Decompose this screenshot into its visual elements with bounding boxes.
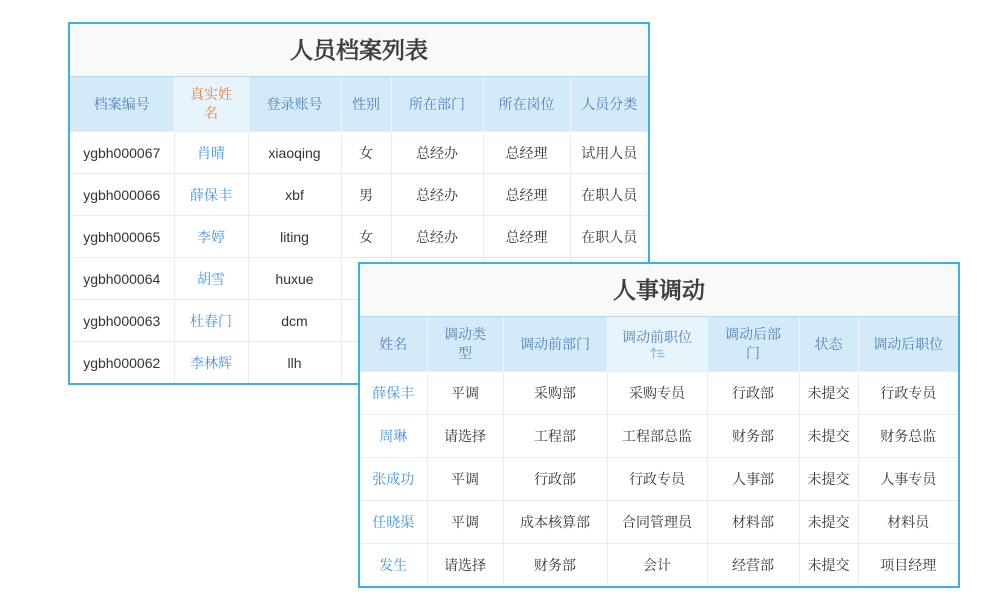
- cell-transfer-type: 平调: [427, 458, 503, 501]
- table-row: [360, 501, 958, 544]
- cell-real-name[interactable]: 胡雪: [174, 258, 248, 300]
- cell-login-account: llh: [248, 342, 341, 384]
- column-header-label: 姓名: [379, 335, 408, 352]
- column-header-label: 档案编号: [93, 95, 150, 112]
- cell-status: 未提交: [799, 372, 858, 415]
- cell-name[interactable]: 薛保丰: [360, 372, 427, 415]
- cell-archive-no: ygbh000064: [70, 258, 174, 300]
- column-header-dept-before[interactable]: [503, 317, 607, 372]
- cell-dept-after: 经营部: [707, 544, 799, 587]
- cell-transfer-type: 请选择: [427, 415, 503, 458]
- column-header-label: 所在部门: [409, 95, 465, 112]
- cell-position-after: 行政专员: [858, 372, 958, 415]
- table-row: [360, 372, 958, 415]
- column-header-label: 调动前部门: [520, 335, 590, 352]
- cell-transfer-type: 平调: [427, 372, 503, 415]
- cell-dept-before: 成本核算部: [503, 501, 607, 544]
- cell-name[interactable]: 任晓渠: [360, 501, 427, 544]
- cell-dept-before: 财务部: [503, 544, 607, 587]
- cell-dept-after: 行政部: [707, 372, 799, 415]
- cell-position-before: 会计: [607, 544, 707, 587]
- table-row: [70, 132, 648, 174]
- cell-login-account: xiaoqing: [248, 132, 341, 174]
- cell-login-account: dcm: [248, 300, 341, 342]
- column-header-position-before[interactable]: [607, 317, 707, 372]
- cell-department: 总经办: [391, 174, 483, 216]
- cell-name[interactable]: 发生: [360, 544, 427, 587]
- cell-login-account: huxue: [248, 258, 341, 300]
- cell-category: 在职人员: [570, 174, 648, 216]
- cell-name[interactable]: 周琳: [360, 415, 427, 458]
- table-row: [70, 216, 648, 258]
- cell-position-after: 人事专员: [858, 458, 958, 501]
- column-header-label: 真实姓名: [190, 86, 232, 121]
- column-header-label: 人员分类: [581, 95, 638, 112]
- cell-real-name[interactable]: 杜春门: [174, 300, 248, 342]
- table-row: [360, 415, 958, 458]
- cell-archive-no: ygbh000065: [70, 216, 174, 258]
- cell-real-name[interactable]: 薛保丰: [174, 174, 248, 216]
- cell-transfer-type: 平调: [427, 501, 503, 544]
- cell-position-after: 财务总监: [858, 415, 958, 458]
- cell-gender: 女: [341, 132, 391, 174]
- transfer-table-title: 人事调动: [360, 264, 958, 316]
- column-header-login-account[interactable]: [248, 77, 341, 132]
- cell-dept-before: 采购部: [503, 372, 607, 415]
- cell-position: 总经理: [483, 174, 570, 216]
- cell-gender: 女: [341, 216, 391, 258]
- cell-gender: 男: [341, 174, 391, 216]
- table-row: [70, 174, 648, 216]
- cell-dept-after: 财务部: [707, 415, 799, 458]
- sort-ascending-icon[interactable]: [620, 347, 695, 360]
- column-header-label: 登录账号: [266, 95, 323, 112]
- personnel-transfer-panel: [358, 262, 960, 588]
- cell-dept-before: 工程部: [503, 415, 607, 458]
- header-row: [70, 77, 648, 132]
- cell-name[interactable]: 张成功: [360, 458, 427, 501]
- column-header-label: 调动后部门: [725, 326, 781, 361]
- table-row: [360, 458, 958, 501]
- column-header-position[interactable]: [483, 77, 570, 132]
- header-row: [360, 317, 958, 372]
- cell-dept-before: 行政部: [503, 458, 607, 501]
- cell-position-before: 采购专员: [607, 372, 707, 415]
- cell-department: 总经办: [391, 216, 483, 258]
- archive-table-title: 人员档案列表: [70, 24, 648, 76]
- column-header-label: 状态: [814, 335, 843, 352]
- column-header-status[interactable]: [799, 317, 858, 372]
- cell-real-name[interactable]: 李林辉: [174, 342, 248, 384]
- cell-real-name[interactable]: 李婷: [174, 216, 248, 258]
- column-header-label: 调动类型: [444, 326, 486, 361]
- cell-status: 未提交: [799, 501, 858, 544]
- column-header-position-after[interactable]: [858, 317, 958, 372]
- column-header-label: 性别: [352, 95, 380, 112]
- personnel-transfer-table: [360, 316, 958, 586]
- column-header-label: 所在岗位: [498, 95, 555, 112]
- cell-position-before: 行政专员: [607, 458, 707, 501]
- cell-department: 总经办: [391, 132, 483, 174]
- column-header-archive-no[interactable]: [70, 77, 174, 132]
- cell-position-before: 工程部总监: [607, 415, 707, 458]
- column-header-department[interactable]: [391, 77, 483, 132]
- cell-category: 试用人员: [570, 132, 648, 174]
- column-header-transfer-type[interactable]: [427, 317, 503, 372]
- cell-status: 未提交: [799, 415, 858, 458]
- cell-position-before: 合同管理员: [607, 501, 707, 544]
- column-header-label: 调动后职位: [873, 335, 944, 352]
- cell-dept-after: 人事部: [707, 458, 799, 501]
- cell-archive-no: ygbh000062: [70, 342, 174, 384]
- cell-archive-no: ygbh000063: [70, 300, 174, 342]
- cell-category: 在职人员: [570, 216, 648, 258]
- cell-transfer-type: 请选择: [427, 544, 503, 587]
- column-header-label: 调动前职位: [622, 328, 692, 345]
- cell-dept-after: 材料部: [707, 501, 799, 544]
- cell-position-after: 材料员: [858, 501, 958, 544]
- cell-real-name[interactable]: 肖晴: [174, 132, 248, 174]
- cell-status: 未提交: [799, 458, 858, 501]
- column-header-gender[interactable]: [341, 77, 391, 132]
- cell-archive-no: ygbh000067: [70, 132, 174, 174]
- column-header-category[interactable]: [570, 77, 648, 132]
- cell-login-account: xbf: [248, 174, 341, 216]
- column-header-dept-after[interactable]: [707, 317, 799, 372]
- column-header-name[interactable]: [360, 317, 427, 372]
- table-row: [360, 544, 958, 587]
- cell-position: 总经理: [483, 132, 570, 174]
- cell-login-account: liting: [248, 216, 341, 258]
- cell-status: 未提交: [799, 544, 858, 587]
- cell-position: 总经理: [483, 216, 570, 258]
- cell-archive-no: ygbh000066: [70, 174, 174, 216]
- cell-position-after: 项目经理: [858, 544, 958, 587]
- column-header-real-name[interactable]: [174, 77, 248, 132]
